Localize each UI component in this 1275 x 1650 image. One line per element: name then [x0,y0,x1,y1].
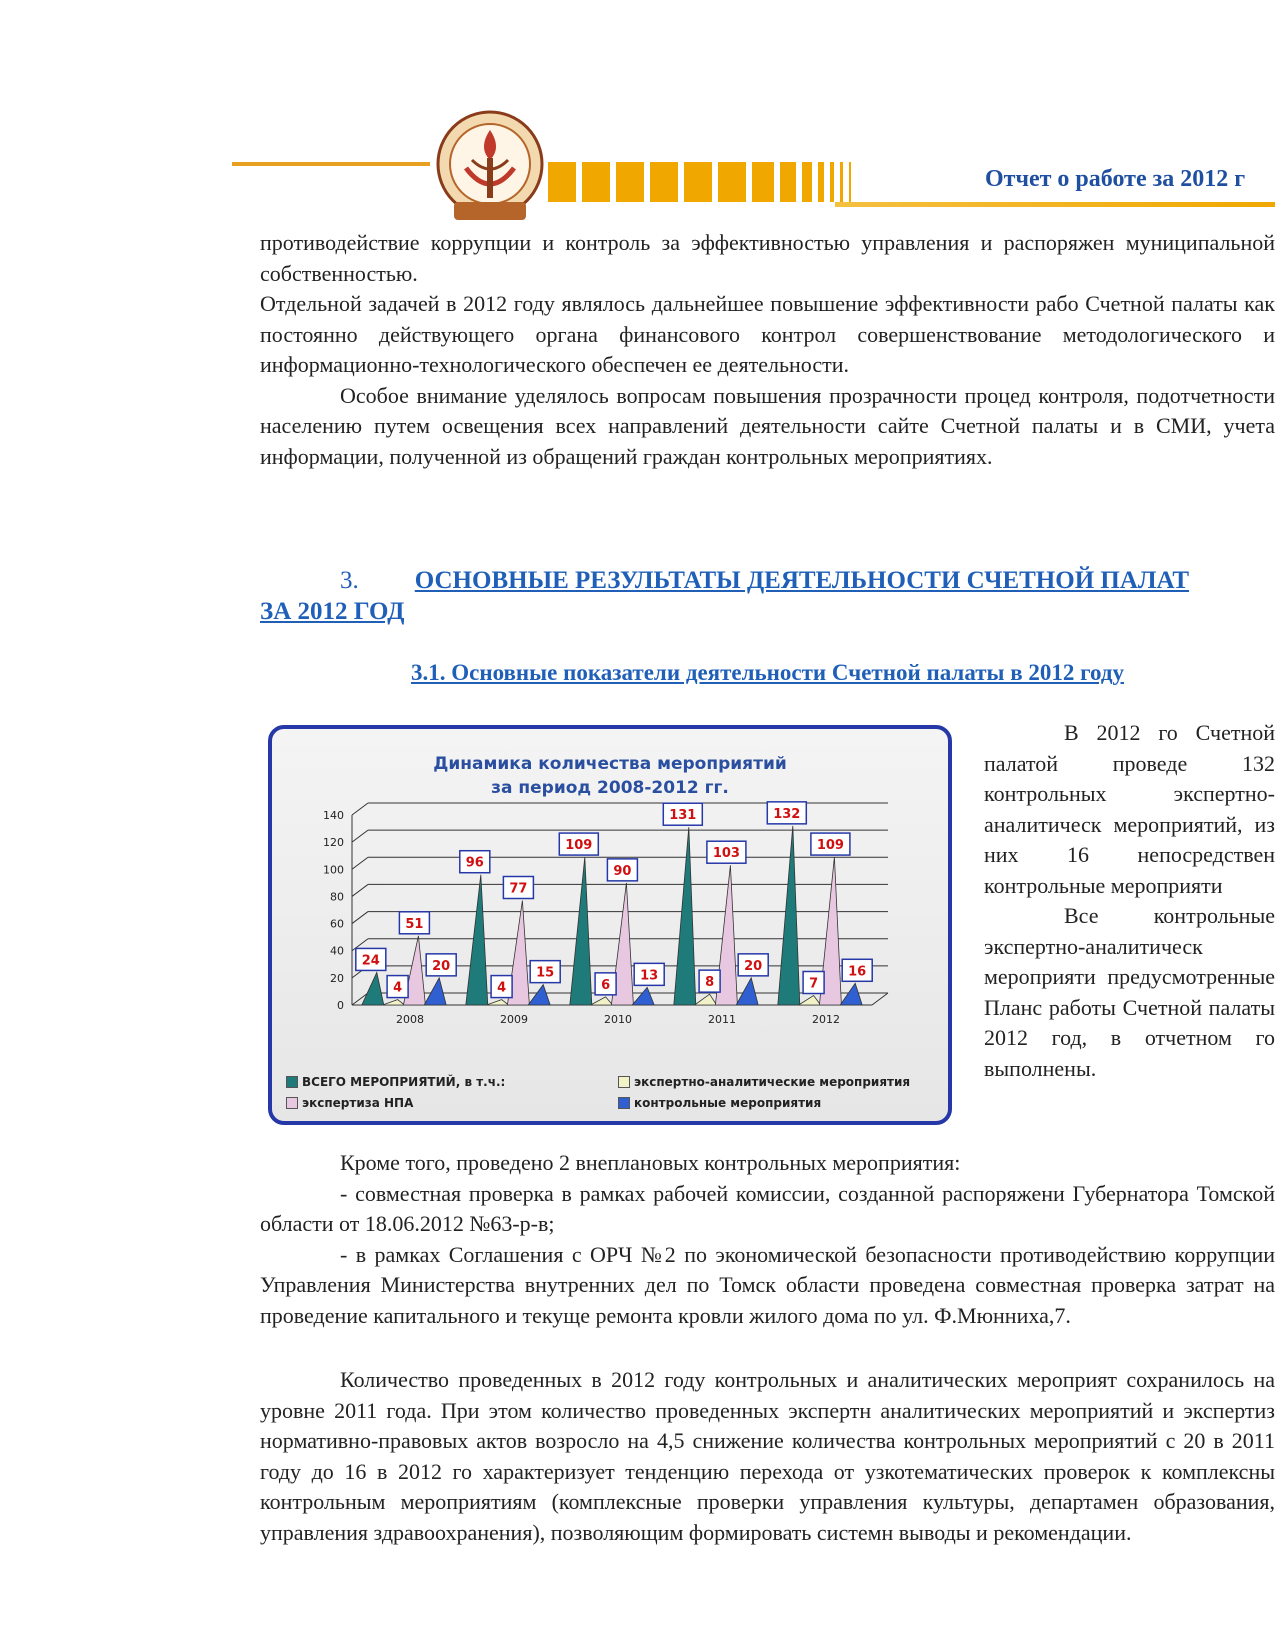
legend-label-control: контрольные мероприятия [634,1096,822,1110]
page-header [0,90,1275,220]
bar-2009-series-0 [466,875,488,1005]
legend-swatch-total [286,1076,298,1088]
data-label: 20 [432,958,451,974]
chart-title-line-2: за период 2008-2012 гг. [491,778,729,798]
section-number: 3. [340,567,359,594]
data-label: 90 [613,863,632,879]
data-label: 15 [536,965,555,981]
bar-2012-series-0 [778,826,800,1005]
section-title-line-2: ЗА 2012 ГОД [260,598,405,625]
body-paragraph-4: Количество проведенных в 2012 году контрольных и аналитических мероприят сохранилось на уровне 2011 года. При этом количество проведенных экспертн аналитических мероприятий и экспертиз нормативно-правовых актов возросло на 4,5 снижение количества контрольных мероприятий с 20 в 2011 году до 16 в 2012 го характеризует тенденцию перехода от узкотематических проверок к комплексны контрольным мероприятиям (комплексные проверки управления культуры, департамен образования, управления здравоохранения), позволяющим формировать системн выводы и рекомендации. [260,1367,1275,1545]
legend-label-total: ВСЕГО МЕРОПРИЯТИЙ, в т.ч.: [302,1075,506,1089]
data-label: 16 [848,964,867,980]
gridline-diag-80 [352,884,368,896]
legend-item-control [618,1096,821,1110]
legend-swatch-npa [286,1097,298,1109]
data-label: 51 [405,916,424,932]
gridline-diag-120 [352,830,368,842]
y-tick-label: 0 [337,999,344,1012]
subsection-heading: 3.1. Основные показатели деятельности Счетной палаты в 2012 году [410,660,1125,685]
chart-title-line-1: Динамика количества мероприятий [433,754,787,774]
data-label: 77 [509,881,528,897]
bar-2010-series-3 [632,987,654,1005]
y-tick-label: 140 [323,809,344,822]
y-tick-label: 60 [330,917,344,931]
data-label: 4 [393,980,403,996]
y-tick-label: 20 [330,971,344,985]
legend-item-npa [286,1096,413,1110]
bar-2009-series-1 [487,1000,509,1005]
data-label: 4 [497,980,507,996]
legend-swatch-expert [618,1076,630,1088]
x-tick-label: 2009 [500,1013,528,1026]
data-label: 132 [773,806,801,822]
intro-text [260,228,1275,472]
bar-2008-series-1 [383,1000,405,1005]
header-decor-bars [548,162,851,202]
x-tick-label: 2011 [708,1013,736,1026]
activity-chart [268,725,952,1125]
gridline-diag-140 [352,803,368,815]
bar-2011-series-3 [736,978,758,1005]
legend-item-expert [618,1075,910,1089]
data-label: 109 [565,838,593,854]
chamber-emblem-icon [432,108,548,226]
bar-2009-series-3 [528,985,550,1005]
data-label: 131 [669,808,697,824]
header-rule-left [232,162,430,166]
data-label: 6 [601,977,611,993]
data-label: 8 [705,975,715,991]
x-axis-depth [872,993,888,1005]
bar-2012-series-3 [840,983,862,1005]
data-label: 103 [712,846,740,862]
gridline-diag-60 [352,912,368,924]
bar-2012-series-1 [799,996,821,1006]
side-paragraph-1: В 2012 го Счетной палатой проведе 132 контрольных экспертно-аналитическ мероприятий, из них 16 непосредствен контрольные мероприяти [984,720,1275,898]
bar-2008-series-3 [424,978,446,1005]
body-paragraph-2: - совместная проверка в рамках рабочей комиссии, созданной распоряжени Губернатора Томской области от 18.06.2012 №63-р-в; [260,1180,1275,1236]
gridline-diag-100 [352,857,368,869]
chart-canvas [272,729,948,1121]
intro-paragraph-3: Особое внимание уделялось вопросам повышения прозрачности процед контроля, подотчетности населению путем освещения всех направлений деятельности сайте Счетной палаты и в СМИ, учета информации, полученной из обращений граждан контрольных мероприятиях. [260,382,1275,469]
intro-paragraph-2: Отдельной задачей в 2012 году являлось дальнейшее повышение эффективности рабо Счетной палаты как постоянно действующего органа финансового контрол совершенствование методологического и информационно-технологического обеспечен ее деятельности. [260,291,1275,377]
x-tick-label: 2008 [396,1013,424,1026]
data-label: 24 [361,953,380,969]
bar-2011-series-1 [695,994,717,1005]
legend-label-npa: экспертиза НПА [302,1096,414,1110]
side-paragraph-2: Все контрольные экспертно-аналитическ мероприяти предусмотренные Планс работы Счетной палаты 2012 год, в отчетном го выполнены. [984,903,1275,1081]
legend-label-expert: экспертно-аналитические мероприятия [634,1075,911,1089]
y-tick-label: 120 [323,836,344,850]
section-title-line-1: ОСНОВНЫЕ РЕЗУЛЬТАТЫ ДЕЯТЕЛЬНОСТИ СЧЕТНОЙ ПАЛАТ [414,567,1190,594]
body-text [260,1148,1275,1548]
data-label: 7 [809,976,819,992]
legend-item-total [286,1075,505,1089]
side-text [984,718,1275,1084]
legend-swatch-control [618,1097,630,1109]
bar-2010-series-1 [591,997,613,1005]
data-label: 96 [465,855,484,871]
intro-paragraph-1: противодействие коррупции и контроль за эффективностью управления и распоряжен муниципальной собственностью. [260,230,1275,286]
report-title: Отчет о работе за 2012 г [985,166,1246,192]
section-heading [260,565,1275,627]
bar-2008-series-0 [362,972,384,1005]
bar-2011-series-0 [674,827,696,1005]
x-tick-label: 2012 [812,1013,840,1026]
y-tick-label: 100 [323,863,344,877]
data-label: 109 [816,838,844,854]
x-tick-label: 2010 [604,1013,632,1026]
y-tick-label: 80 [330,890,344,904]
bar-2010-series-0 [570,857,592,1005]
header-rule-right [835,202,1275,207]
data-label: 13 [640,968,659,984]
y-tick-label: 40 [330,944,344,958]
body-paragraph-3: - в рамках Соглашения с ОРЧ №2 по экономической безопасности противодействию коррупции Управления Министерства внутренних дел по Томск области проведена совместная проверка затрат на проведение капитального и текуще ремонта кровли жилого дома по ул. Ф.Мюнниха,7. [260,1241,1275,1328]
body-paragraph-1: Кроме того, проведено 2 внеплановых контрольных мероприятия: [340,1150,961,1175]
data-label: 20 [744,958,763,974]
